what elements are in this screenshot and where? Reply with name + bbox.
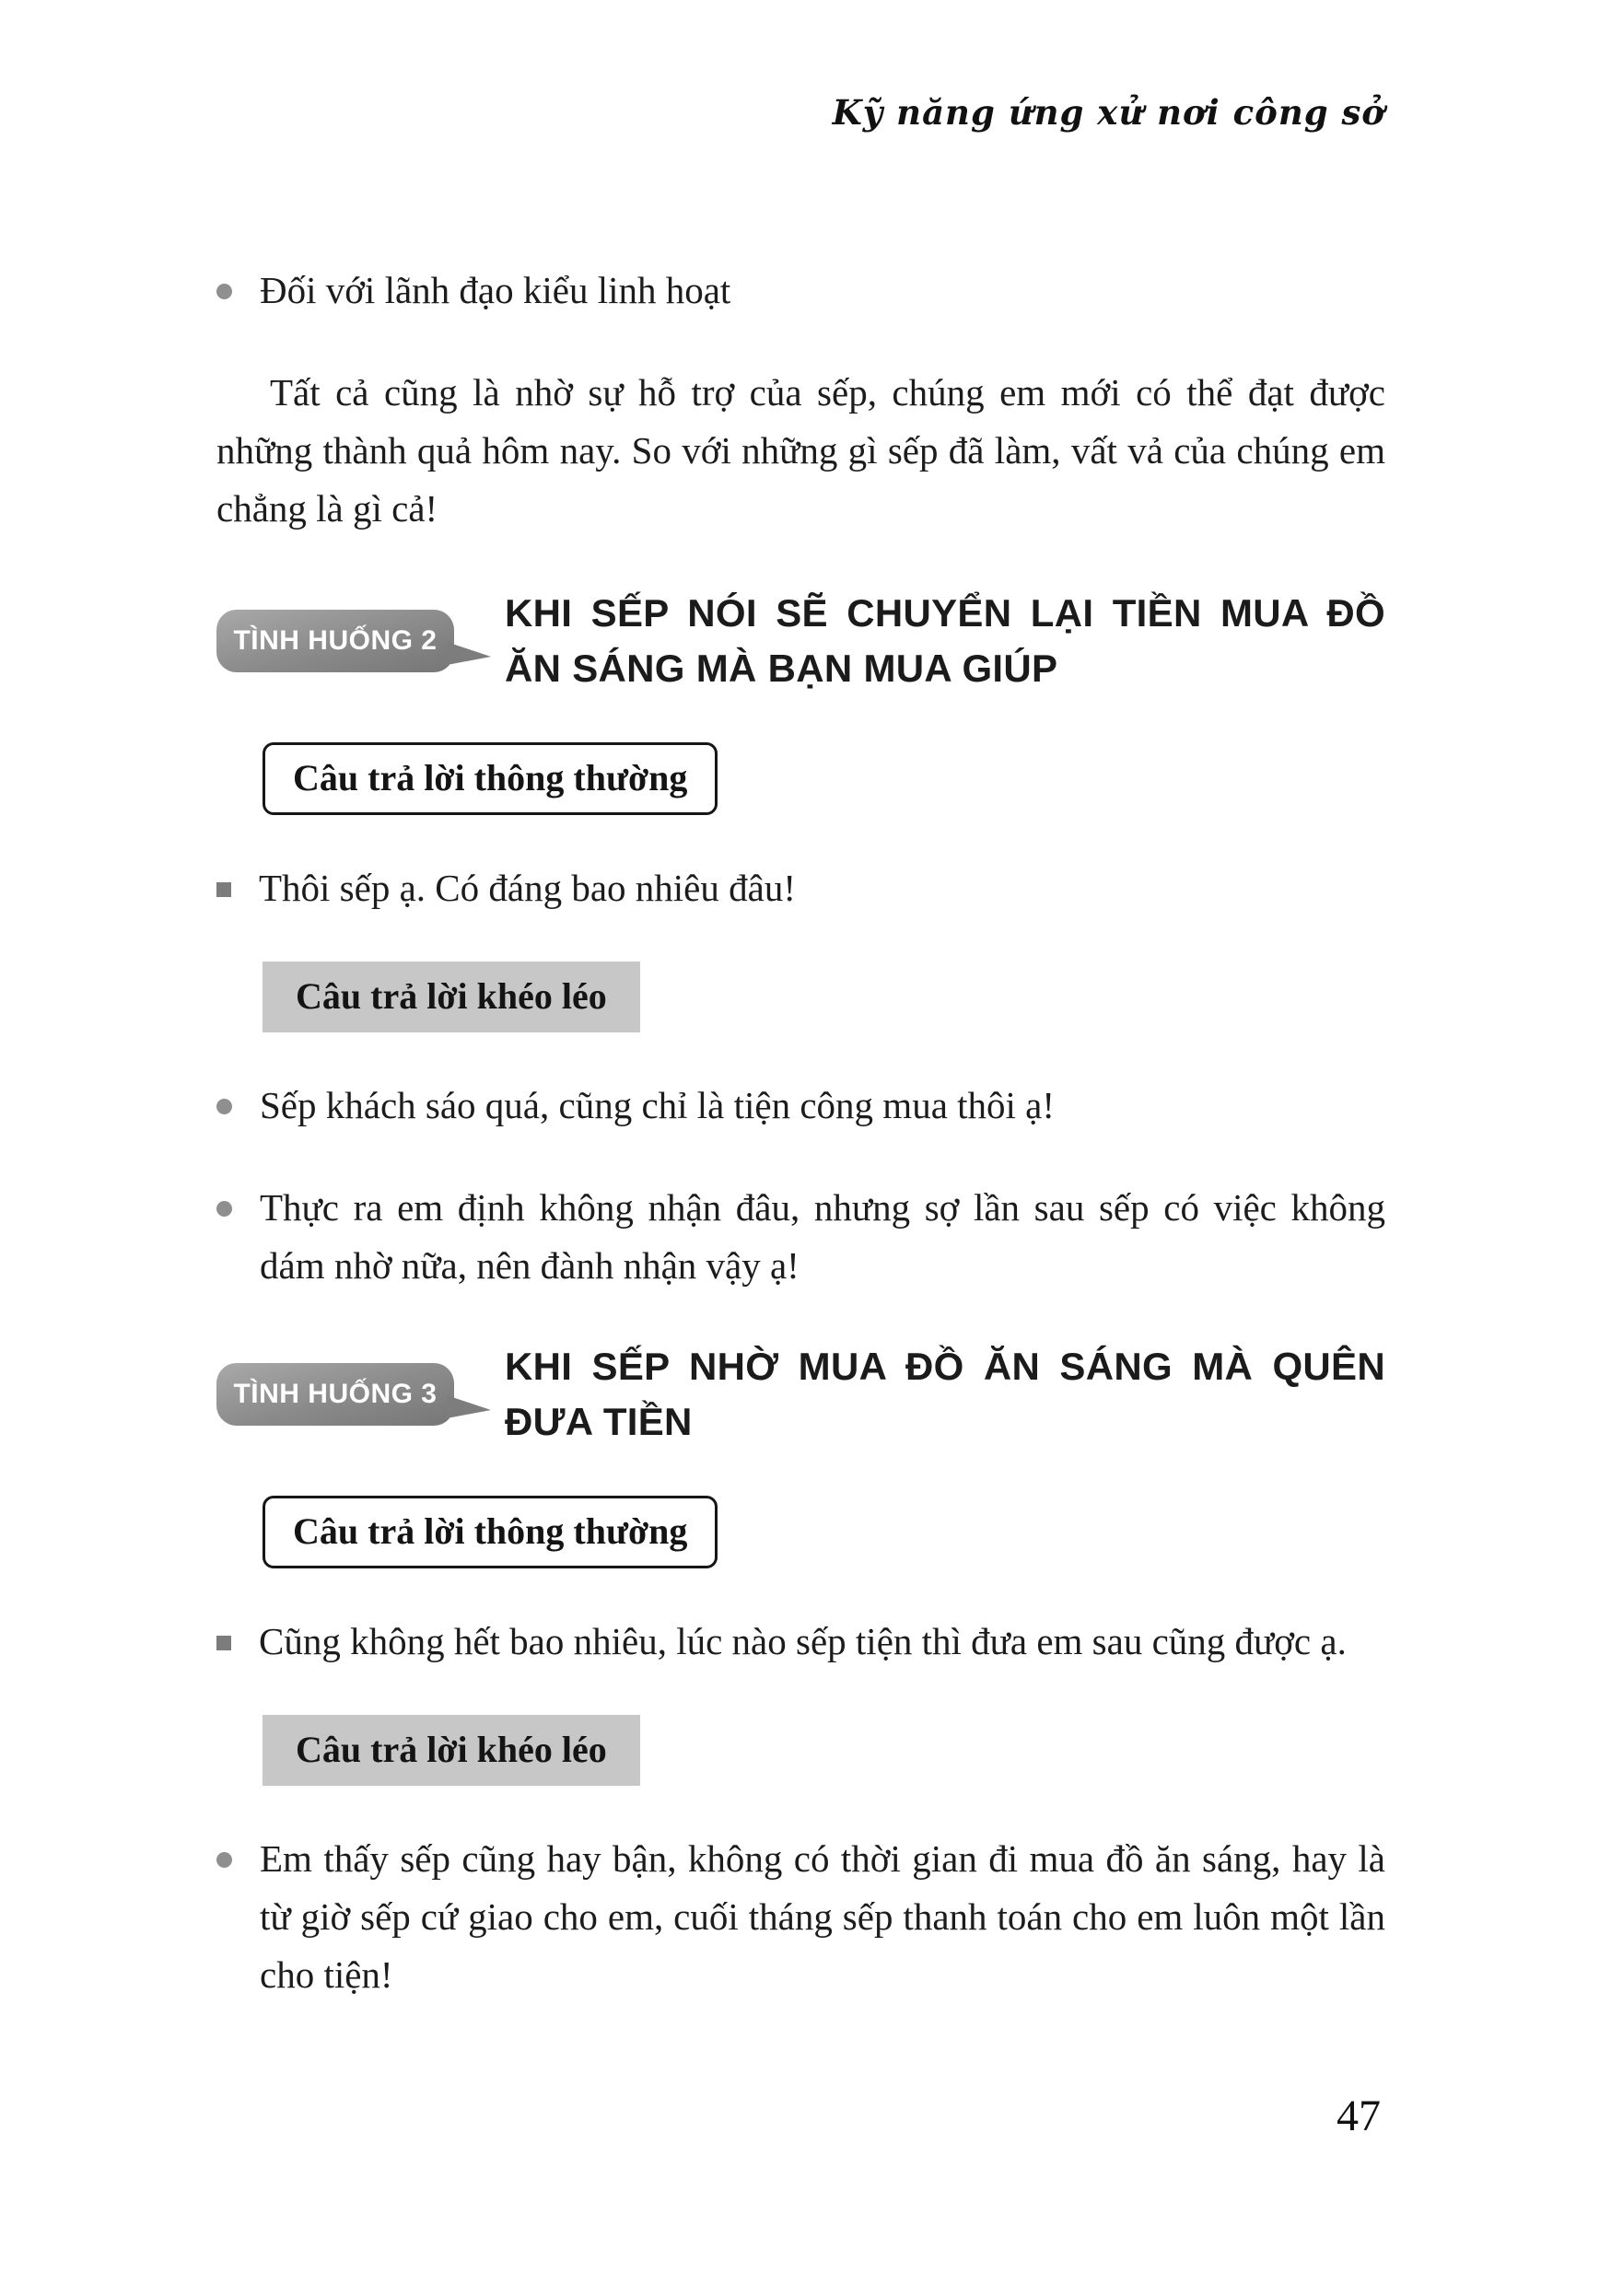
answer-text: Thực ra em định không nhận đâu, nhưng sợ lần sau sếp có việc không dám nhờ nữa, nên đành nhận vậy ạ!: [260, 1186, 1385, 1287]
round-bullet-icon: [216, 1852, 232, 1868]
clever-answer-label-2: [263, 1715, 640, 1786]
normal-answer-label-2: [263, 1496, 718, 1568]
answer-item: [216, 1077, 1385, 1135]
round-bullet-icon: [216, 284, 232, 299]
situation-2-badge: [216, 610, 454, 672]
normal-answer-label-1-text: Câu trả lời thông thường: [293, 757, 688, 798]
list-item-text: Đối với lãnh đạo kiểu linh hoạt: [260, 269, 731, 311]
normal-answer-label-1: [263, 742, 718, 815]
clever-answer-label-1-text: Câu trả lời khéo léo: [296, 975, 607, 1017]
answer-item: [216, 1830, 1385, 2004]
answer-text: Em thấy sếp cũng hay bận, không có thời gian đi mua đồ ăn sáng, hay là từ giờ sếp cứ giao cho em, cuối tháng sếp thanh toán cho em luôn một lần cho tiện!: [260, 1837, 1385, 1996]
situation-3-badge: [216, 1363, 454, 1426]
situation-3-title: KHI SẾP NHỜ MUA ĐỒ ĂN SÁNG MÀ QUÊN ĐƯA TIỀN: [505, 1345, 1385, 1443]
square-bullet-icon: [216, 882, 231, 897]
running-head: Kỹ năng ứng xử nơi công sở: [832, 92, 1385, 133]
answer-text: Sếp khách sáo quá, cũng chỉ là tiện công mua thôi ạ!: [260, 1084, 1056, 1126]
square-bullet-icon: [216, 1636, 231, 1650]
answer-text: Thôi sếp ạ. Có đáng bao nhiêu đâu!: [259, 867, 796, 909]
answer-item: [216, 1179, 1385, 1295]
answer-item: [216, 859, 1385, 917]
round-bullet-icon: [216, 1201, 232, 1217]
situation-2-title: KHI SẾP NÓI SẼ CHUYỂN LẠI TIỀN MUA ĐỒ ĂN SÁNG MÀ BẠN MUA GIÚP: [505, 591, 1385, 690]
intro-paragraph: Tất cả cũng là nhờ sự hỗ trợ của sếp, chúng em mới có thể đạt được những thành quả hôm nay. So với những gì sếp đã làm, vất vả của chúng em chẳng là gì cả!: [216, 371, 1385, 530]
situation-3-header: [216, 1339, 1385, 1450]
round-bullet-icon: [216, 1099, 232, 1114]
normal-answer-label-2-text: Câu trả lời thông thường: [293, 1510, 688, 1552]
clever-answer-label-2-text: Câu trả lời khéo léo: [296, 1729, 607, 1770]
page-number: 47: [1337, 2092, 1381, 2140]
answer-text: Cũng không hết bao nhiêu, lúc nào sếp tiện thì đưa em sau cũng được ạ.: [259, 1620, 1347, 1662]
situation-2-header: [216, 586, 1385, 696]
situation-2-badge-label: TÌNH HUỐNG 2: [233, 625, 438, 656]
list-item-intro: [216, 262, 1385, 320]
clever-answer-label-1: [263, 962, 640, 1032]
answer-item: [216, 1613, 1385, 1671]
situation-3-badge-label: TÌNH HUỐNG 3: [233, 1379, 438, 1409]
